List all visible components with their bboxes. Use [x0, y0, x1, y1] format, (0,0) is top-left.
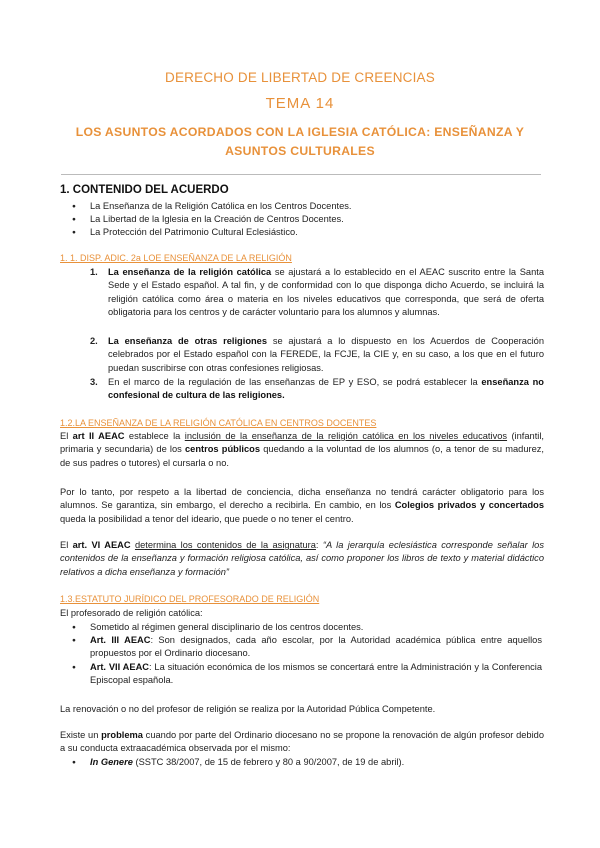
text: Existe un	[60, 730, 102, 740]
item-bold-text: La enseñanza de la religión católica	[108, 267, 272, 277]
text: : La situación económica de los mismos se concertará entre la Administración y la Conferencia Episcopal española.	[90, 662, 543, 686]
text: : Son designados, cada año escolar, por la Autoridad académica pública entre aquellos propuestos por el Ordinario diocesano.	[90, 635, 542, 659]
numbered-item	[90, 266, 544, 320]
bold-text: Art. VII AEAC	[90, 662, 150, 672]
text: quedando a la voluntad de los alumnos (o, a tenor de su madurez, de sus padres o tutores) el cursarla o no.	[60, 444, 544, 468]
text: establece la	[124, 431, 185, 441]
list-item	[90, 661, 542, 688]
list-item: ● La Enseñanza de la Religión Católica en los Centros Docentes.	[90, 200, 542, 213]
paragraph	[60, 729, 544, 756]
numbered-item	[90, 376, 544, 403]
subsection-heading: 1. 1. DISP. ADIC. 2a LOE ENSEÑANZA DE LA RELIGIÓN	[60, 253, 292, 263]
item-bold-text: La enseñanza de otras religiones	[108, 336, 268, 346]
section-heading: 1. CONTENIDO DEL ACUERDO	[60, 184, 229, 196]
bold-text: centros públicos	[185, 444, 261, 455]
underlined-text: inclusión de la enseñanza de la religión católica en los niveles educativos	[184, 431, 508, 441]
text: El	[60, 540, 73, 550]
text: (SSTC 38/2007, de 15 de febrero y 80 a 90/2007, de 19 de abril).	[132, 757, 405, 767]
divider	[61, 174, 541, 175]
bold-text: art. VI AEAC	[72, 540, 131, 550]
paragraph	[60, 486, 544, 526]
list-item	[90, 634, 542, 661]
text: El	[60, 431, 73, 441]
document-title: DERECHO DE LIBERTAD DE CREENCIAS	[165, 70, 435, 85]
item-number: 1.	[90, 267, 98, 277]
list-item: ● Sometido al régimen general disciplinario de los centros docentes.	[90, 621, 542, 634]
tema-subtitle: LOS ASUNTOS ACORDADOS CON LA IGLESIA CATÓLICA: ENSEÑANZA Y ASUNTOS CULTURALES	[75, 125, 525, 158]
numbered-item	[90, 335, 545, 375]
text: queda la posibilidad a tenor del ideario, que puede o no tener el centro.	[60, 513, 354, 524]
text: Por lo tanto, por respeto a la libertad de conciencia, dicha enseñanza no tendrá carácter obligatorio para los alumnos. Se garantiza, sin embargo, el derecho a recibirla. En cambio, en los	[60, 487, 544, 511]
text: :	[315, 540, 323, 550]
item-bold-text: enseñanza no confesional de cultura de las religiones.	[108, 377, 544, 401]
item-text: se ajustará a lo establecido en el AEAC suscrito entre la Santa Sede y el Estado español. A tal fin, y de conformidad con lo que disponga dicho Acuerdo, se incluirá la religión católica como área o materia en los niveles educativos que corresponda, que será de oferta obligatoria para los centros y de carácter voluntario para los alumnos y alumnas.	[108, 267, 544, 318]
item-number: 2.	[90, 336, 98, 346]
quote-text: “A la jerarquía eclesiástica corresponde señalar los contenidos de la enseñanza y formación religiosa católica, así como proponer los libros de texto y material didáctico relativos a dicha enseñanza y formación”	[60, 540, 544, 577]
paragraph: La renovación o no del profesor de religión se realiza por la Autoridad Pública Competente.	[60, 704, 436, 714]
paragraph	[60, 430, 544, 470]
item-text: se ajustará a lo dispuesto en los Acuerdos de Cooperación celebrados por el Estado español con la FEREDE, la FCJE, la CIE y, en su caso, a los que en el futuro puedan suscribirse con otras confesiones religiosas.	[108, 336, 545, 373]
underlined-text: determina los contenidos de la asignatura	[134, 540, 316, 550]
item-text: En el marco de la regulación de las enseñanzas de EP y ESO, se podrá establecer la	[108, 377, 482, 387]
subsection-heading: 1.3.ESTATUTO JURÍDICO DEL PROFESORADO DE RELIGIÓN	[60, 594, 320, 604]
bold-italic-text: In Genere	[90, 757, 133, 767]
paragraph: El profesorado de religión católica:	[60, 608, 203, 618]
text: (infantil, primaria y secundaria) de los	[60, 431, 544, 455]
tema-heading: TEMA 14	[265, 95, 335, 112]
text: cuando por parte del Ordinario diocesano no se propone la renovación de algún profesor debido a su conducta extraacadémica observada por el mismo:	[60, 730, 545, 754]
bold-text: Art. III AEAC	[90, 635, 151, 645]
list-item	[90, 756, 542, 769]
bold-text: art II AEAC	[72, 431, 125, 441]
list-item: ● La Protección del Patrimonio Cultural Eclesiástico.	[90, 226, 542, 239]
list-item: ● La Libertad de la Iglesia en la Creación de Centros Docentes.	[90, 213, 542, 226]
item-number: 3.	[90, 377, 98, 387]
bold-text: problema	[101, 730, 143, 740]
subsection-heading: 1.2.LA ENSEÑANZA DE LA RELIGIÓN CATÓLICA EN CENTROS DOCENTES	[60, 418, 377, 428]
paragraph	[60, 539, 544, 579]
bold-text: Colegios privados y concertados	[394, 500, 544, 511]
